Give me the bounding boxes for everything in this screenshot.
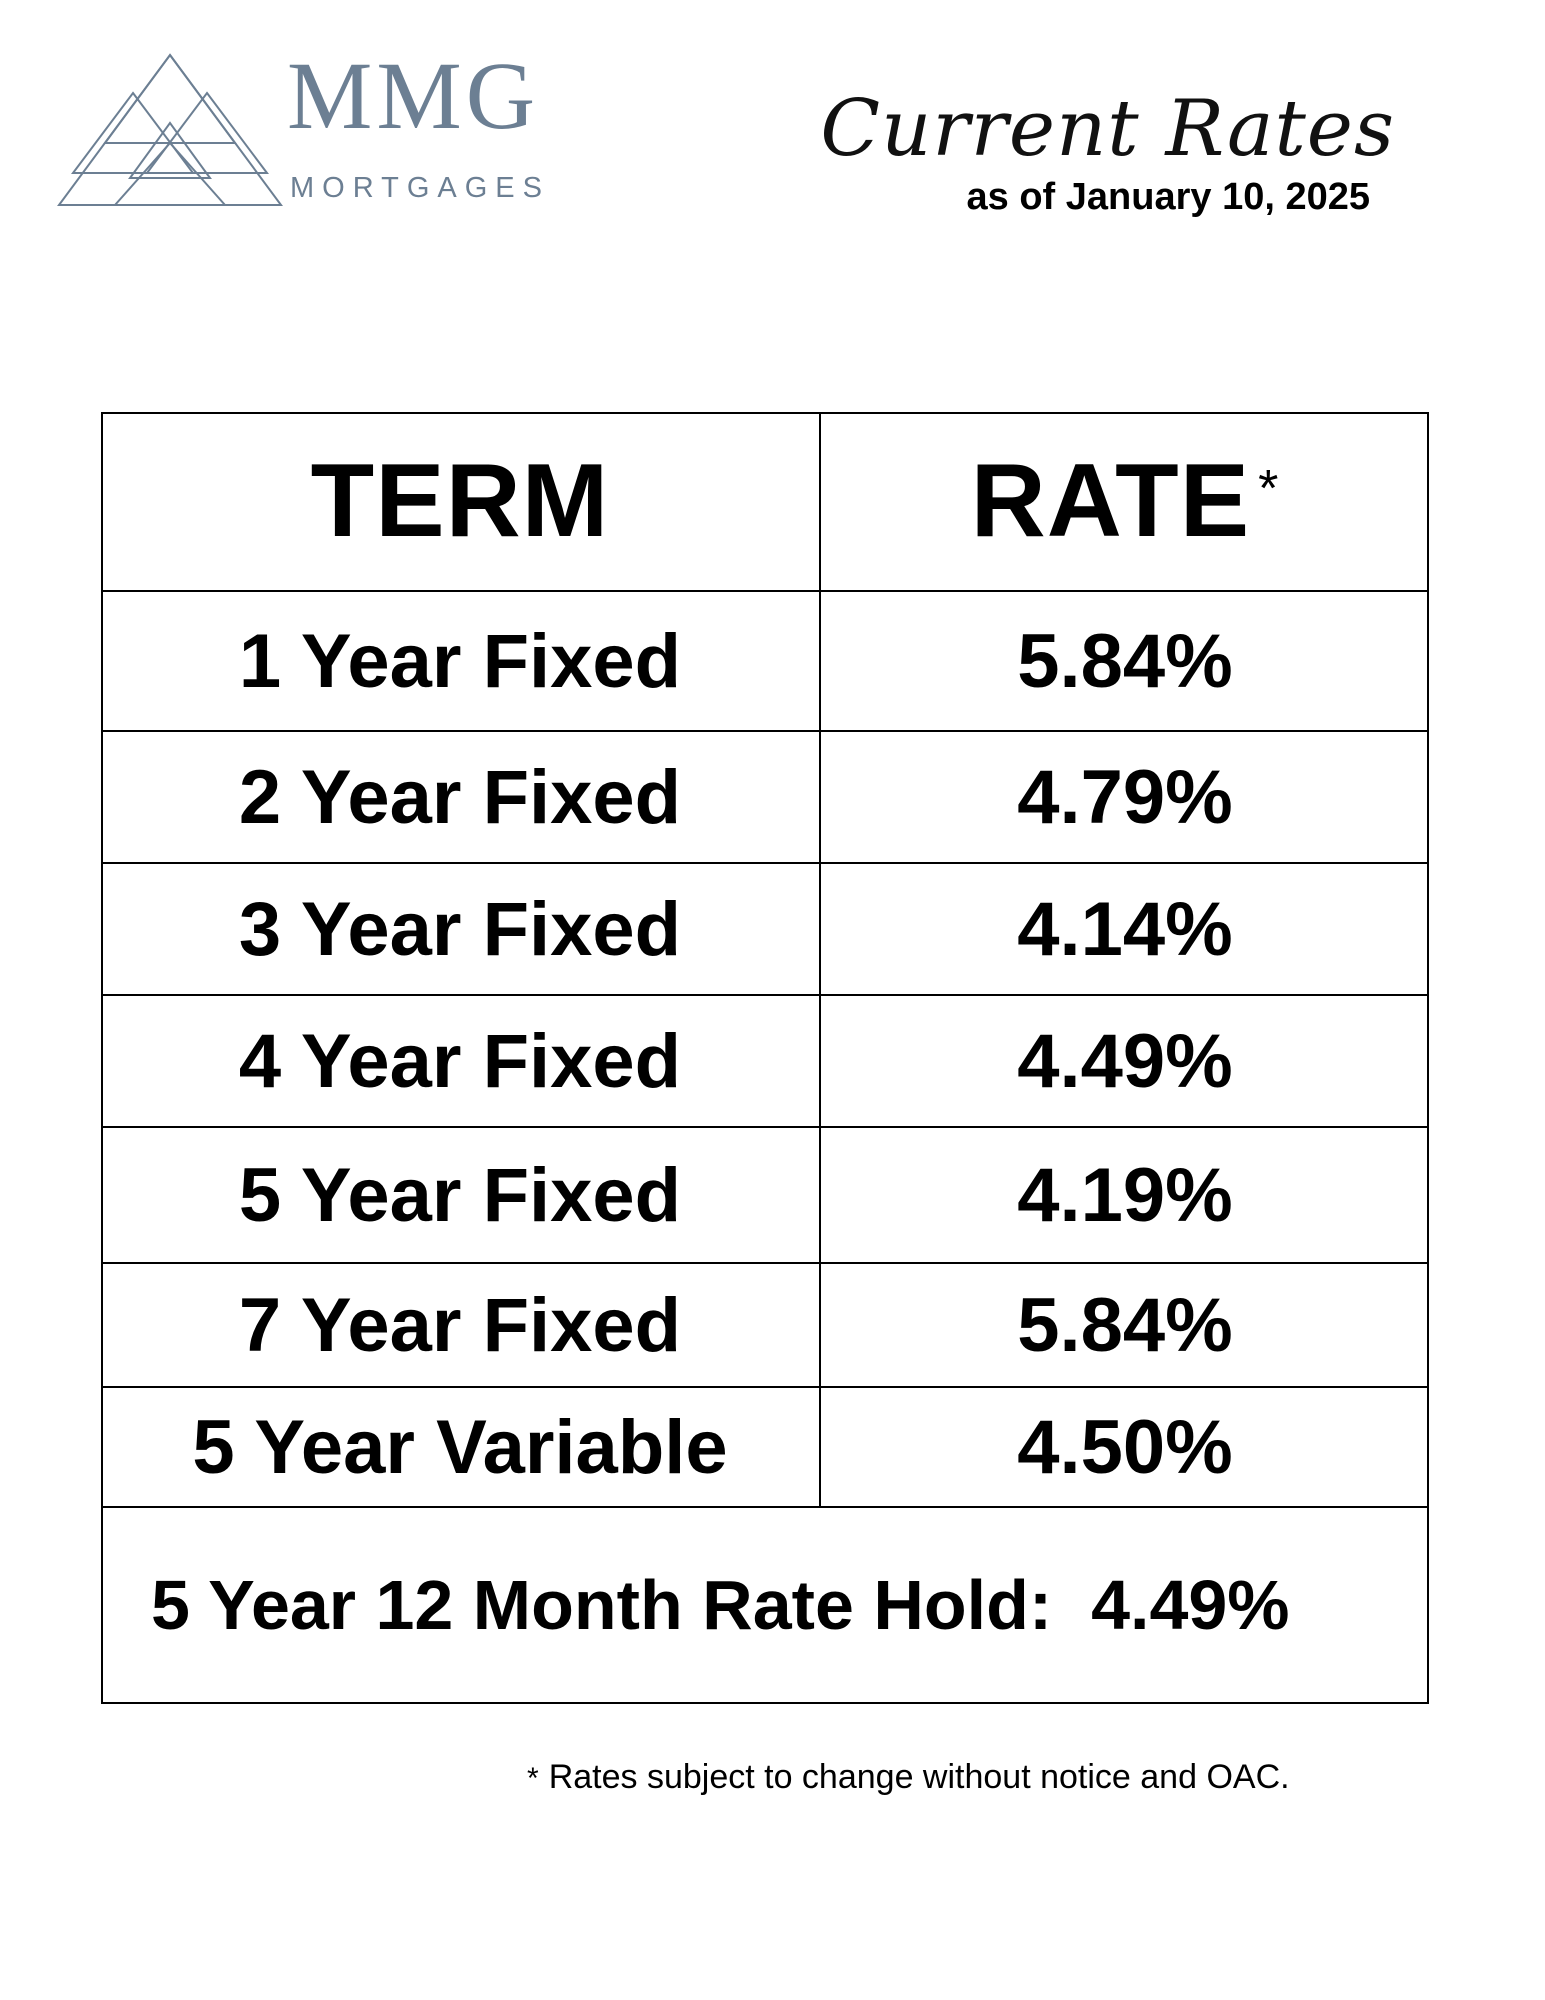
page-title: Current Rates <box>820 84 1395 174</box>
table-row-rate: 5.84% <box>1017 1282 1233 1368</box>
disclaimer <box>527 1758 1290 1797</box>
brand-logo <box>55 42 575 218</box>
logo-subtitle: MORTGAGES <box>290 172 550 204</box>
table-row-rate: 4.19% <box>1017 1152 1233 1238</box>
header-rate-label: RATE <box>970 442 1251 559</box>
rates-date: as of January 10, 2025 <box>966 176 1370 218</box>
table-row-rate: 4.14% <box>1017 886 1233 972</box>
table-row-rate: 4.49% <box>1017 1018 1233 1104</box>
page-heading <box>775 84 1395 218</box>
table-row-term: 4 Year Fixed <box>238 1018 682 1104</box>
rate-hold-label: 5 Year 12 Month Rate Hold: <box>151 1566 1053 1644</box>
rate-hold-value: 4.49% <box>1091 1566 1290 1644</box>
triangle-logo-icon <box>55 53 285 213</box>
rates-table <box>101 412 1429 1704</box>
table-row-term: 1 Year Fixed <box>238 618 682 704</box>
rate-asterisk: * <box>1258 460 1280 518</box>
disclaimer-asterisk: * <box>527 1762 539 1795</box>
rate-hold-row <box>101 1508 1429 1702</box>
header-term <box>101 412 819 590</box>
disclaimer-text: Rates subject to change without notice and OAC. <box>548 1758 1290 1796</box>
header-term-label: TERM <box>310 442 610 559</box>
table-row-rate: 5.84% <box>1017 618 1233 704</box>
header-rate <box>821 412 1429 590</box>
logo-name: MMG <box>287 42 540 149</box>
table-row-rate: 4.50% <box>1017 1404 1233 1490</box>
table-row-rate: 4.79% <box>1017 754 1233 840</box>
table-row-term: 3 Year Fixed <box>238 886 682 972</box>
table-row-term: 5 Year Fixed <box>238 1152 682 1238</box>
table-row-term: 2 Year Fixed <box>238 754 682 840</box>
table-border-bottom <box>101 1702 1429 1704</box>
table-row-term: 5 Year Variable <box>192 1404 728 1490</box>
table-row-term: 7 Year Fixed <box>238 1282 682 1368</box>
